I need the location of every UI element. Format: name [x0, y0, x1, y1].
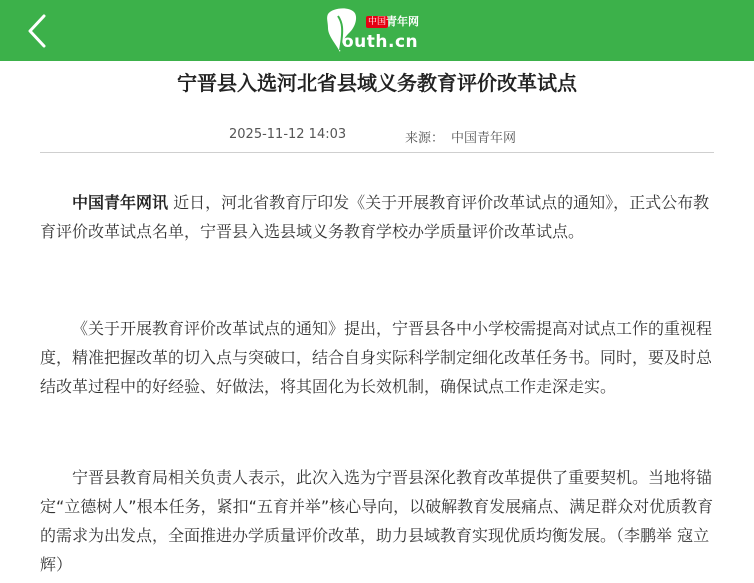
article-paragraph-1 [40, 188, 716, 246]
top-header [0, 0, 754, 61]
publish-date: 2025-11-12 14:03 [229, 127, 347, 142]
news-agency-lead: 中国青年网讯 [72, 193, 169, 212]
paragraph-2-text: 《关于开展教育评价改革试点的通知》提出，宁晋县各中小学校需提高对试点工作的重视程度，精准把握改革的切入点与突破口，结合自身实际科学制定细化改革任务书。同时，要及时总结改革过程中的好经验、好做法，将其固化为长效机制，确保试点工作走深走实。 [40, 319, 713, 396]
paragraph-1-text: 近日，河北省教育厅印发《关于开展教育评价改革试点的通知》，正式公布教育评价改革试点名单，宁晋县入选县域义务教育学校办学质量评价改革试点。 [40, 193, 710, 241]
paragraph-3-text: 宁晋县教育局相关负责人表示，此次入选为宁晋县深化教育改革提供了重要契机。当地将锚定“立德树人”根本任务，紧扣“五育并举”核心导向，以破解教育发展痛点、满足群众对优质教育的需求为出发点，全面推进办学质量评价改革，助力县域教育实现优质均衡发展。（李鹏举 寇立辉） [40, 468, 714, 574]
logo-domain: outh.cn [342, 32, 419, 52]
article-meta [0, 127, 754, 147]
article-title: 宁晋县入选河北省县域义务教育评价改革试点 [177, 71, 577, 95]
source-label: 来源： [405, 131, 445, 146]
article-paragraph-3 [40, 463, 716, 579]
logo-badge: 中国 [368, 17, 387, 27]
meta-divider [40, 152, 714, 153]
back-button[interactable] [22, 12, 58, 50]
source-name: 中国青年网 [451, 131, 517, 146]
youth-cn-logo[interactable] [322, 6, 442, 56]
article-paragraph-2 [40, 314, 716, 401]
chevron-left-icon [22, 12, 58, 50]
logo-chinese-name: 青年网 [386, 15, 419, 28]
